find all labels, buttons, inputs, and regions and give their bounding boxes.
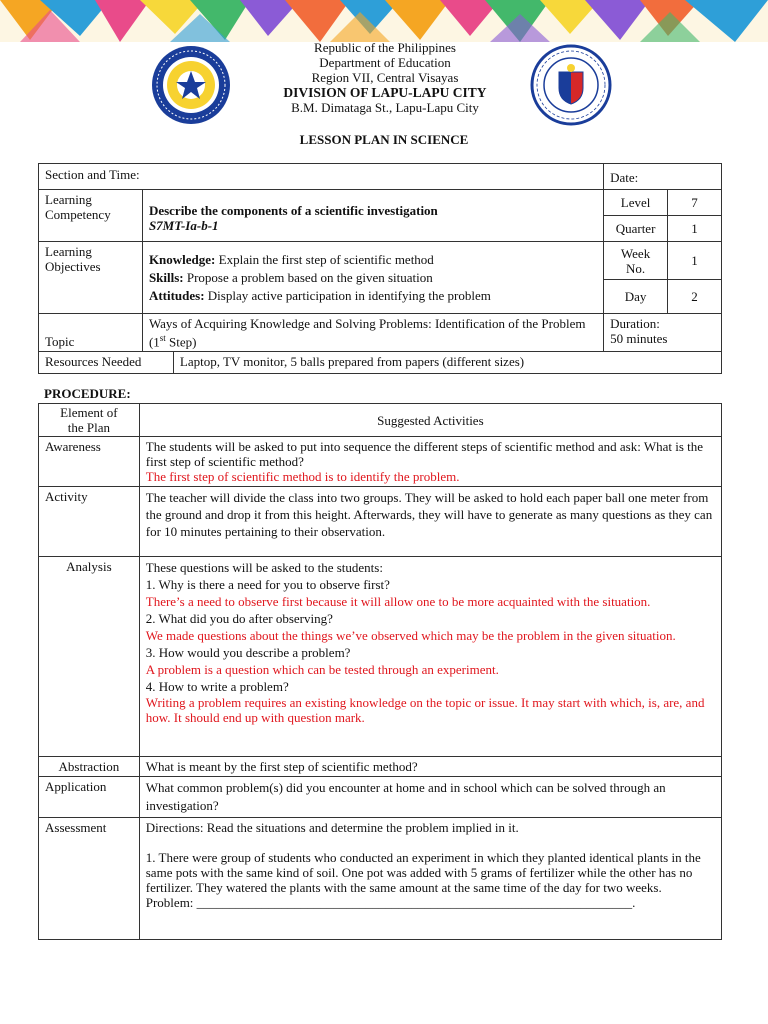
knowledge-text: Explain the first step of scientific method (215, 251, 434, 267)
level-value: 7 (668, 190, 722, 216)
week-label: Week No. (604, 242, 668, 280)
address-line: B.M. Dimataga St., Lapu-Lapu City (291, 100, 479, 115)
objectives-label: Learning Objectives (39, 242, 143, 314)
analysis-q4: 4. How to write a problem? (145, 679, 289, 694)
level-label: Level (604, 190, 668, 216)
assessment-label: Assessment (39, 818, 140, 940)
quarter-label: Quarter (604, 216, 668, 242)
awareness-label: Awareness (39, 437, 140, 487)
analysis-label: Analysis (39, 557, 140, 757)
department-line: Department of Education (319, 55, 451, 70)
competency-text-cell (142, 190, 603, 242)
activity-text: The teacher will divide the class into two groups. They will be asked to hold each paper ball one meter from the ground and drop it from this height. Afterwards, they will have to generate as many questions as they can for 10 minutes pertaining to their observation. (139, 487, 721, 557)
abstraction-label: Abstraction (39, 757, 140, 777)
knowledge-objective (149, 251, 597, 269)
competency-label: Learning Competency (39, 190, 143, 242)
document-title: LESSON PLAN IN SCIENCE (299, 132, 469, 147)
day-value: 2 (668, 280, 722, 314)
skills-label: Skills: (148, 269, 184, 285)
assessment-item1: 1. There were group of students who conducted an experiment in which they planted identical plants in the same pots with the same kind of soil. One pot was added with 5 grams of fertilizer while the other has no fertilizer. They watered the plants with the same amount at the same time of the day for two weeks. (145, 850, 701, 895)
awareness-cell (139, 437, 721, 487)
analysis-a3: A problem is a question which can be tested through an experiment. (145, 662, 499, 677)
assessment-cell (139, 818, 721, 940)
quarter-value: 1 (668, 216, 722, 242)
element-header: Element of the Plan (39, 404, 140, 437)
abstraction-text: What is meant by the first step of scientific method? (139, 757, 721, 777)
assessment-directions: Directions: Read the situations and determine the problem implied in it. (145, 820, 519, 835)
banner-pattern (0, 0, 768, 42)
day-label: Day (604, 280, 668, 314)
analysis-q2: 2. What did you do after observing? (145, 611, 333, 626)
region-line: Region VII, Central Visayas (311, 70, 459, 85)
week-value: 1 (668, 242, 722, 280)
duration-label: Duration: (610, 316, 660, 331)
topic-cell (142, 314, 603, 352)
competency-text: Describe the components of a scientific investigation (148, 202, 438, 218)
attitudes-label: Attitudes: (148, 287, 205, 303)
awareness-text: The students will be asked to put into sequence the different steps of scientific method and ask: What is the first step of scientific method? (145, 439, 704, 469)
knowledge-label: Knowledge: (148, 251, 216, 267)
analysis-q1: 1. Why is there a need for you to observe first? (145, 577, 390, 592)
analysis-a4: Writing a problem requires an existing knowledge on the topic or issue. It may start with which, is, are, and how. It should end up with question mark. (145, 695, 705, 725)
awareness-answer: The first step of scientific method is to identify the problem. (145, 469, 460, 484)
decorative-banner (0, 0, 768, 42)
application-label: Application (39, 777, 140, 818)
resources-text: Laptop, TV monitor, 5 balls prepared from papers (different sizes) (173, 352, 721, 374)
activity-label: Activity (39, 487, 140, 557)
topic-label: Topic (39, 314, 143, 352)
division-line: DIVISION OF LAPU-LAPU CITY (283, 85, 487, 100)
analysis-q3: 3. How would you describe a problem? (145, 645, 351, 660)
deped-seal-logo (530, 44, 612, 126)
duration-value: 50 minutes (610, 331, 668, 346)
analysis-intro: These questions will be asked to the students: (145, 560, 383, 575)
resources-label: Resources Needed (39, 352, 174, 374)
lesson-info-table (38, 163, 722, 374)
assessment-problem-line: Problem: ___________________________________________________________________. (145, 895, 636, 910)
procedure-table (38, 403, 722, 940)
activities-header: Suggested Activities (139, 404, 721, 437)
attitudes-text: Display active participation in identifying the problem (204, 287, 491, 303)
topic-sup: st (159, 333, 166, 343)
document-header (220, 40, 550, 115)
duration-cell (604, 314, 722, 352)
attitudes-objective (149, 287, 597, 305)
analysis-a2: We made questions about the things we’ve observed which may be the problem in the given situation. (145, 628, 676, 643)
republic-line: Republic of the Philippines (314, 40, 456, 55)
analysis-cell (139, 557, 721, 757)
skills-objective (149, 269, 597, 287)
objectives-cell (142, 242, 603, 314)
topic-text-b: Step) (165, 334, 197, 350)
application-text: What common problem(s) did you encounter at home and in school which can be solved through an investigation? (139, 777, 721, 818)
analysis-a1: There’s a need to observe first because it will allow one to be more acquainted with the situation. (145, 594, 651, 609)
skills-text: Propose a problem based on the given situation (183, 269, 433, 285)
date-cell: Date: (604, 164, 722, 190)
procedure-label: PROCEDURE: (44, 386, 131, 401)
section-time-cell: Section and Time: (39, 164, 604, 190)
competency-code: S7MT-Ia-b-1 (148, 217, 219, 233)
topic-text-a: Ways of Acquiring Knowledge and Solving Problems: Identification of the Problem (1 (148, 316, 586, 350)
